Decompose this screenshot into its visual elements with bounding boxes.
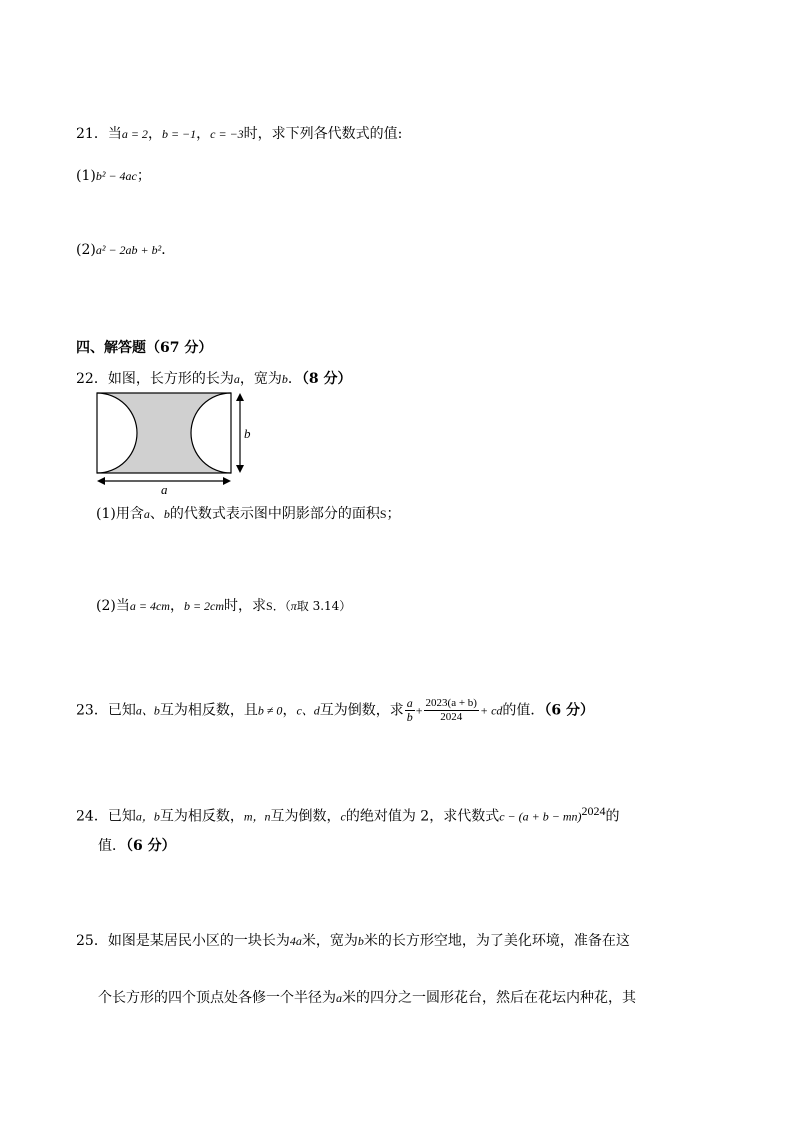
q21-part1-end: ；: [136, 168, 151, 184]
q25-line2: [98, 989, 636, 1007]
q25-width: b: [357, 934, 364, 948]
arrow-right-icon: [223, 477, 231, 485]
q24-mn: m，n: [243, 809, 271, 824]
q23-text1: 互为相反数，且: [159, 702, 258, 719]
q22-part2-S: S: [266, 599, 273, 613]
q25-text1: 25．如图是某居民小区的一块长为: [76, 933, 290, 949]
q21-stem: [76, 125, 402, 143]
q21-part2: [76, 241, 175, 259]
q22-part1-a: a: [143, 507, 150, 521]
q24-prefix: 24．已知: [76, 808, 136, 825]
q25-text2: 米，宽为: [301, 933, 358, 949]
q21-sep: ，: [147, 126, 162, 142]
q23-score: （6 分）: [544, 702, 595, 719]
q22-part1-label: (1)用含: [96, 506, 144, 522]
q22-var-b: b: [281, 372, 288, 386]
q24-line2: [98, 837, 176, 855]
q23-frac1-den: b: [406, 710, 413, 724]
q25-length: 4a: [289, 934, 302, 948]
q22-part2-pi-value: 取 3.14: [296, 599, 340, 613]
q23-plus-cd: + cd: [479, 703, 503, 718]
q22-part2-a: a = 4cm: [129, 599, 170, 613]
q21-part1-label: (1): [76, 168, 96, 184]
q22-part2-label: (2)当: [96, 598, 130, 614]
q22-part1-S: S: [379, 507, 387, 521]
q22-part2-paren: ．（: [272, 599, 291, 613]
q23-frac2-num: 2023(a + b): [425, 697, 477, 709]
q23-stem: [76, 697, 594, 724]
q23-plus: +: [415, 703, 423, 718]
q25-radius: a: [336, 991, 342, 1005]
arrow-down-icon: [236, 465, 244, 473]
q24-text3: 的绝对值为 2，求代数式: [345, 808, 500, 825]
q22-part1: [96, 505, 401, 523]
label-a: a: [161, 482, 168, 494]
q24-c: c: [340, 809, 346, 824]
q23-fraction-2023: [424, 697, 479, 724]
q24-score: （6 分）: [126, 838, 176, 854]
section-title: 四、解答题（67 分）: [76, 340, 213, 356]
q21-part2-end: ．: [161, 242, 176, 258]
q24-line2-text: 值．: [98, 838, 126, 854]
q22-part2-close: ）: [339, 599, 352, 613]
q21-part2-label: (2): [76, 242, 96, 258]
q21-c-value: c = −3: [210, 127, 244, 141]
q21-suffix: 时，求下列各代数式的值:: [243, 126, 403, 142]
q21-sep: ，: [196, 126, 211, 142]
q22-stem: [76, 370, 351, 388]
q23-text3: 互为倒数，求: [319, 702, 404, 719]
q24-stem: [76, 802, 619, 826]
q24-text4: 的: [605, 808, 620, 825]
q23-prefix: 23．已知: [76, 702, 136, 719]
q24-ab: a，b: [135, 809, 160, 824]
q24-text2: 互为倒数，: [270, 808, 341, 825]
q22-part2: [96, 597, 351, 615]
q22-part1-text: 的代数式表示图中阴影部分的面积: [169, 506, 380, 522]
q24-expression: c − (a + b − mn): [499, 809, 582, 824]
q23-b-nonzero: b ≠ 0: [257, 703, 283, 718]
q21-a-value: a = 2: [121, 127, 148, 141]
rectangle-figure: [92, 390, 272, 494]
arrow-up-icon: [236, 393, 244, 401]
q22-part1-end: ；: [386, 506, 401, 522]
q23-text2: ，: [282, 702, 297, 719]
q24-text1: 互为相反数，: [159, 808, 244, 825]
q23-cd: c、d: [296, 703, 320, 718]
arrow-left-icon: [97, 477, 105, 485]
q21-prefix: 21．当: [76, 126, 122, 142]
q22-part1-b: b: [163, 507, 170, 521]
q22-part2-b: b = 2cm: [183, 599, 225, 613]
q23-frac1-num: a: [406, 696, 413, 710]
q22-part2-sep: ，: [169, 598, 184, 614]
q25-text3: 米的长方形空地，为了美化环境，准备在这: [363, 933, 630, 949]
q21-part2-expr: a² − 2ab + b²: [95, 243, 162, 257]
q21-part1-expr: b² − 4ac: [95, 169, 137, 183]
q25-text4: 个长方形的四个顶点处各修一个半径为: [98, 990, 336, 1006]
q23-text4: 的值．: [502, 702, 545, 719]
q22-part2-pi: π: [290, 599, 297, 613]
q22-mid: ，宽为: [239, 371, 282, 387]
q22-prefix: 22．如图，长方形的长为: [76, 371, 234, 387]
q25-text5: 米的四分之一圆形花台，然后在花坛内种花，其: [342, 990, 636, 1006]
label-b: b: [244, 426, 251, 441]
q23-fraction-a-over-b: [405, 697, 415, 724]
q21-part1: [76, 167, 151, 185]
q22-var-a: a: [233, 372, 240, 386]
q22-end: ．: [287, 371, 302, 387]
q22-score: （8 分）: [301, 371, 352, 387]
q24-exponent: 2024: [581, 804, 606, 818]
q22-part2-text: 时，求: [224, 598, 267, 614]
q23-frac2-den: 2024: [440, 711, 463, 723]
q25-line1: [76, 932, 630, 950]
q23-ab: a、b: [135, 703, 160, 718]
q22-part1-sep: 、: [149, 506, 164, 522]
shaded-region: [97, 393, 231, 473]
q21-b-value: b = −1: [161, 127, 197, 141]
